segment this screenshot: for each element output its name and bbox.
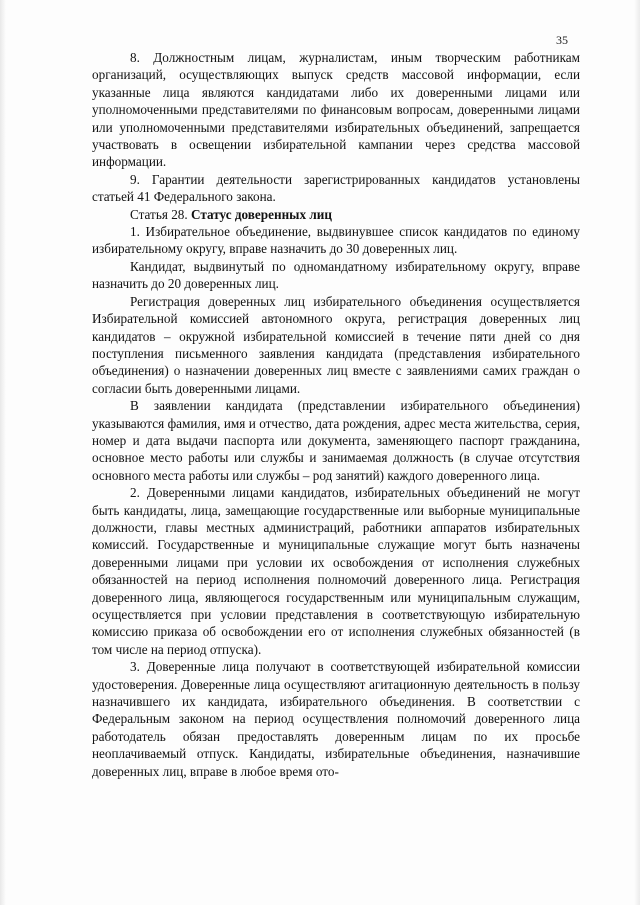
paragraph-2: 2. Доверенными лицами кандидатов, избирательных объединений не могут быть кандидаты, лица, замещающие государственные или выборные муниципальные должности, главы местных администраций, работники аппаратов избирательных комиссий. Государственные и муниципальные служащие могут быть назначены доверенными лицами при условии их освобождения от исполнения служебных обязанностей на период исполнения полномочий доверенного лица. Регистрация доверенного лица, являющегося государственным или муниципальным служащим, осуществляется при условии представления в соответствующую избирательную комиссию приказа об освобождении его от исполнения служебных обязанностей (в том числе на период отпуска). — [92, 485, 580, 657]
page-number: 35 — [556, 33, 568, 47]
paragraph-registration: Регистрация доверенных лиц избирательного объединения осуществляется Избирательной комиссией автономного округа, регистрация доверенных лиц кандидатов – окружной избирательной комиссией в течение пяти дней со дня поступления письменного заявления кандидата (представления избирательного объединения) о назначении доверенных лиц вместе с заявлениями самих граждан о согласии быть доверенными лицами. — [92, 293, 580, 396]
page-body — [92, 49, 580, 780]
paragraph-3: 3. Доверенные лица получают в соответствующей избирательной комиссии удостоверения. Доверенные лица осуществляют агитационную деятельность в пользу назначившего их кандидата, избирательного объединения. В соответствии с Федеральным законом на период осуществления полномочий доверенного лица работодатель обязан предоставлять доверенным лицам по их просьбе неоплачиваемый отпуск. Кандидаты, избирательные объединения, назначившие доверенных лиц, вправе в любое время ото- — [92, 659, 580, 779]
page-edge-right — [634, 0, 640, 905]
article-number: Статья 28. — [130, 206, 191, 222]
page-edge-left — [0, 0, 6, 905]
paragraph-8: 8. Должностным лицам, журналистам, иным творческим работникам организаций, осуществляющих выпуск средств массовой информации, если указанные лица являются кандидатами либо их доверенными лицами или уполномоченными представителями по финансовым вопросам, доверенными лицами или уполномоченными представителями избирательных объединений, запрещается участвовать в освещении избирательной кампании через средства массовой информации. — [92, 50, 580, 170]
paragraph-9: 9. Гарантии деятельности зарегистрированных кандидатов установлены статьей 41 Федерального закона. — [92, 171, 580, 205]
paragraph-1: 1. Избирательное объединение, выдвинувшее список кандидатов по единому избирательному округу, вправе назначить до 30 доверенных лиц. — [92, 224, 580, 257]
paragraph-candidate: Кандидат, выдвинутый по одномандатному избирательному округу, вправе назначить до 20 доверенных лиц. — [92, 258, 580, 292]
article-heading — [92, 206, 580, 223]
paragraph-application: В заявлении кандидата (представлении избирательного объединения) указываются фамилия, имя и отчество, дата рождения, адрес места жительства, серия, номер и дата выдачи паспорта или документа, заменяющего паспорт гражданина, основное место работы или службы и занимаемая должность (в случае отсутствия основного места работы или службы – род занятий) каждого доверенного лица. — [92, 398, 580, 483]
article-title: Статус доверенных лиц — [190, 206, 332, 222]
